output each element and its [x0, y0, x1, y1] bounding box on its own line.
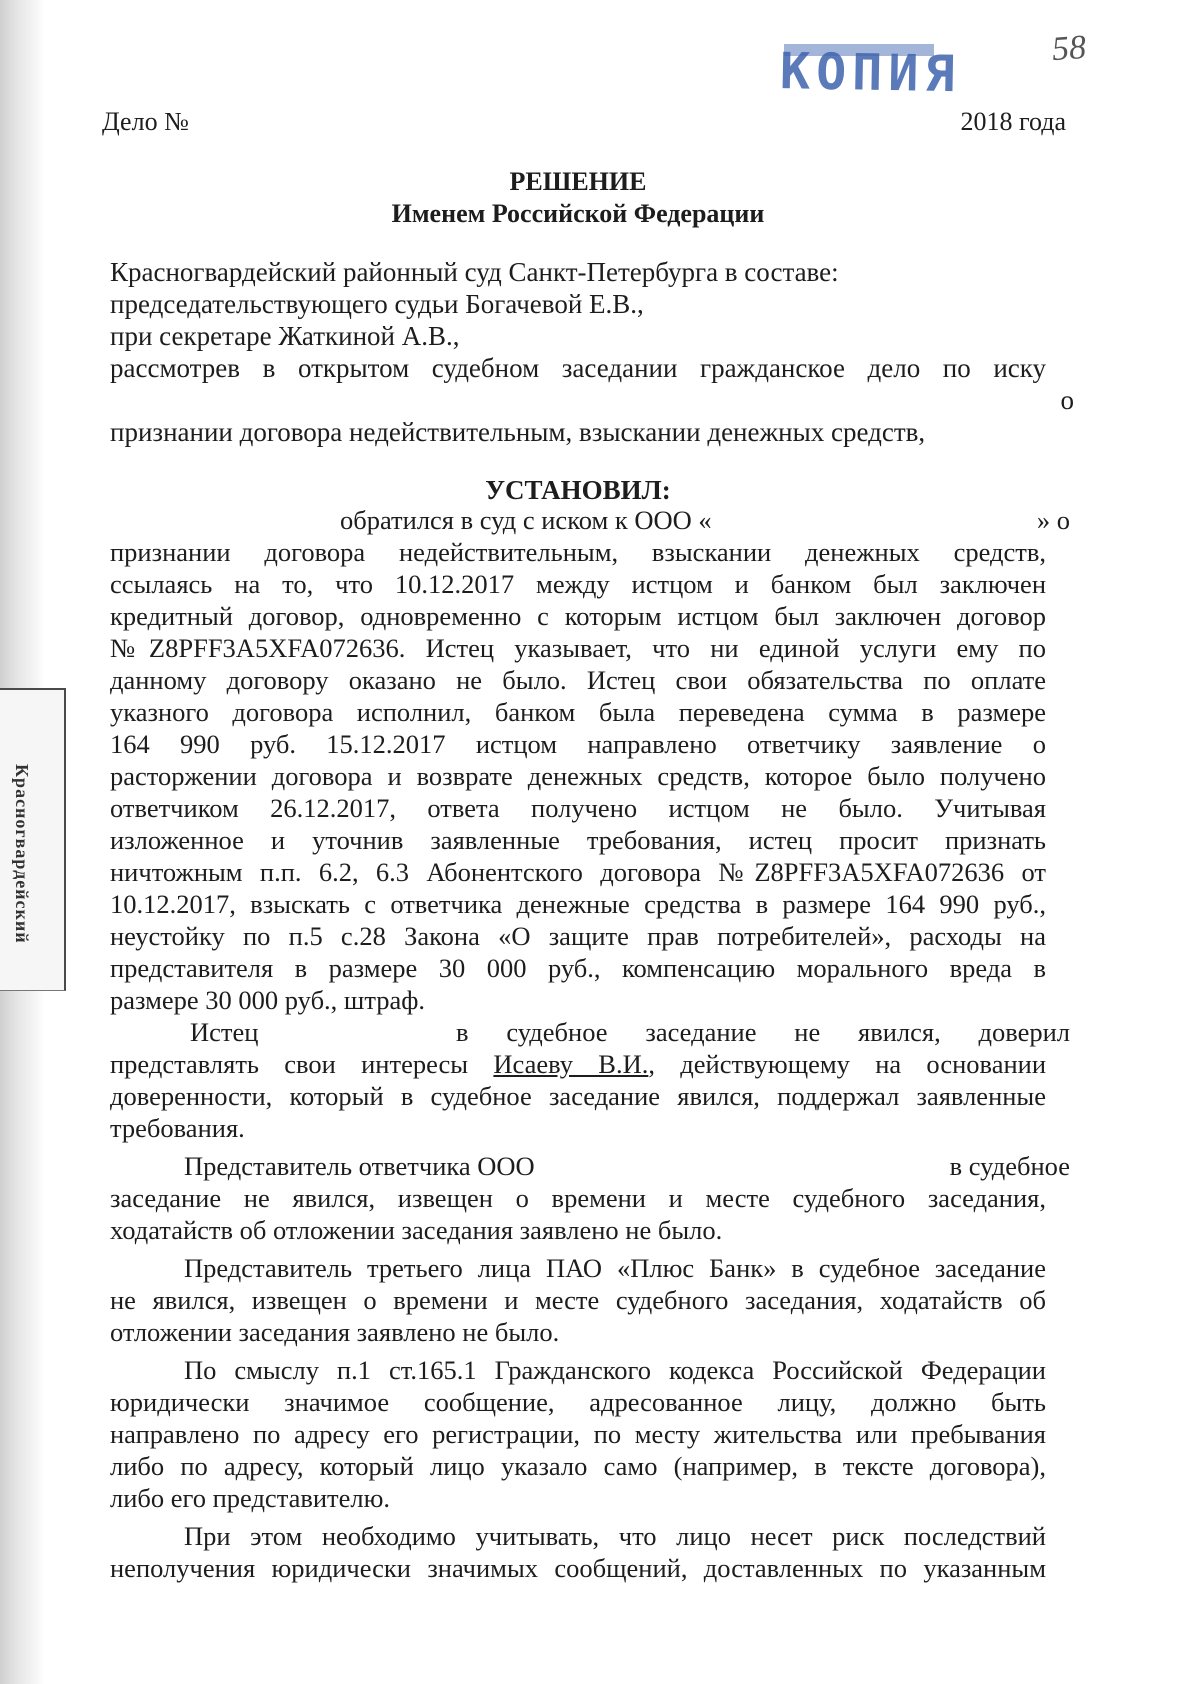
- paragraph-line: признании договора недействительным, взыскании денежных средств,: [110, 537, 1046, 567]
- paragraph-line: ссылаясь на то, что 10.12.2017 между истцом и банком был заключен: [110, 569, 1046, 599]
- paragraph-line: изложенное и уточнив заявленные требования, истец просит признать: [110, 825, 1046, 855]
- plaintiff-text: в судебное заседание не явился, доверил: [456, 1017, 1070, 1047]
- defendant-text: в судебное: [949, 1151, 1070, 1181]
- paragraph-line: доверенности, который в судебное заседание явился, поддержал заявленные: [110, 1081, 1046, 1111]
- intro-block: [110, 256, 1074, 448]
- paragraph-line: неустойку по п.5 с.28 Закона «О защите прав потребителей», расходы на: [110, 921, 1046, 951]
- defendant-line: [110, 1150, 1070, 1182]
- plaintiff-line: [110, 1016, 1070, 1048]
- paragraph-line: ответчиком 26.12.2017, ответа получено истцом не было. Учитывая: [110, 793, 1046, 823]
- paragraph-line: №Z8PFF3A5XFA072636. Истец указывает, что ни единой услуги ему по: [110, 633, 1046, 663]
- paragraph-line: заседание не явился, извещен о времени и месте судебного заседания,: [110, 1183, 1046, 1213]
- paragraph-line: данному договору оказано не было. Истец свои обязательства по оплате: [110, 665, 1046, 695]
- paragraph-last-line: размере 30 000 руб., штраф.: [110, 985, 426, 1015]
- paragraph-last-line: отложении заседания заявлено не было.: [110, 1317, 560, 1347]
- paragraph-line: либо по адресу, который лицо указало само (например, в тексте договора),: [110, 1451, 1046, 1481]
- case-header: [102, 106, 1066, 138]
- intro-line-end: о: [1060, 385, 1074, 415]
- representative-name: Исаеву В.И.: [493, 1049, 649, 1079]
- claim-first-line-end: » о: [1036, 505, 1070, 535]
- paragraph-line: 10.12.2017, взыскать с ответчика денежные средства в размере 164 990 руб.,: [110, 889, 1046, 919]
- paragraph-line: ничтожным п.п. 6.2, 6.3 Абонентского договора №Z8PFF3A5XFA072636 от: [110, 857, 1046, 887]
- case-year: 2018 года: [960, 107, 1066, 136]
- claim-first-line-text: обратился в суд с иском к ООО «: [340, 505, 712, 535]
- intro-line: рассмотрев в открытом судебном заседании гражданское дело по иску: [110, 353, 1046, 383]
- intro-line: [110, 384, 1074, 416]
- established-heading: УСТАНОВИЛ:: [485, 475, 671, 505]
- paragraph-line: расторжении договора и возврате денежных средств, которое было получено: [110, 761, 1046, 791]
- established-block: [110, 504, 1070, 1584]
- paragraph-line: кредитный договор, одновременно с которым истцом был заключен договор: [110, 601, 1046, 631]
- paragraph-line: 164 990 руб. 15.12.2017 истцом направлено ответчику заявление о: [110, 729, 1046, 759]
- paragraph-last-line: требования.: [110, 1113, 245, 1143]
- paragraph-line: представлять свои интересы Исаеву В.И., действующему на основании: [110, 1049, 1047, 1079]
- decision-subtitle: Именем Российской Федерации: [391, 199, 765, 228]
- intro-line: признании договора недействительным, взыскании денежных средств,: [110, 417, 926, 447]
- paragraph-line: указного договора исполнил, банком была переведена сумма в размере: [110, 697, 1046, 727]
- plaintiff-label: Истец: [190, 1017, 259, 1047]
- intro-line: при секретаре Жаткиной А.В.,: [110, 321, 460, 351]
- paragraph-line: направлено по адресу его регистрации, по месту жительства или пребывания: [110, 1419, 1046, 1449]
- handwritten-page-number: 58: [1050, 28, 1088, 69]
- intro-line: председательствующего судьи Богачевой Е.В.,: [110, 289, 644, 319]
- paragraph-last-line: ходатайств об отложении заседания заявлено не было.: [110, 1215, 723, 1245]
- claim-first-line: [110, 504, 1070, 536]
- paragraph-line: представителя в размере 30 000 руб., компенсацию морального вреда в: [110, 953, 1046, 983]
- document-body: [102, 107, 1074, 1584]
- copy-stamp: КОПИЯ: [779, 42, 962, 104]
- paragraph-line: не явился, извещен о времени и месте судебного заседания, ходатайств об: [110, 1285, 1046, 1315]
- paragraph-line: юридически значимое сообщение, адресованное лицу, должно быть: [110, 1387, 1046, 1417]
- intro-line: Красногвардейский районный суд Санкт-Петербурга в составе:: [110, 257, 839, 287]
- paragraph-line: При этом необходимо учитывать, что лицо несет риск последствий: [184, 1521, 1046, 1551]
- paragraph-line: По смыслу п.1 ст.165.1 Гражданского кодекса Российской Федерации: [184, 1355, 1046, 1385]
- paragraph-last-line: либо его представителю.: [110, 1483, 391, 1513]
- decision-title: РЕШЕНИЕ: [509, 167, 647, 196]
- defendant-label: Представитель ответчика ООО: [184, 1151, 535, 1181]
- paragraph-line: неполучения юридически значимых сообщений, доставленных по указанным: [110, 1553, 1046, 1583]
- case-label: Дело №: [102, 107, 189, 136]
- paragraph-line: Представитель третьего лица ПАО «Плюс Банк» в судебное заседание: [184, 1253, 1046, 1283]
- side-tab-text: Красногвардейский: [12, 764, 32, 944]
